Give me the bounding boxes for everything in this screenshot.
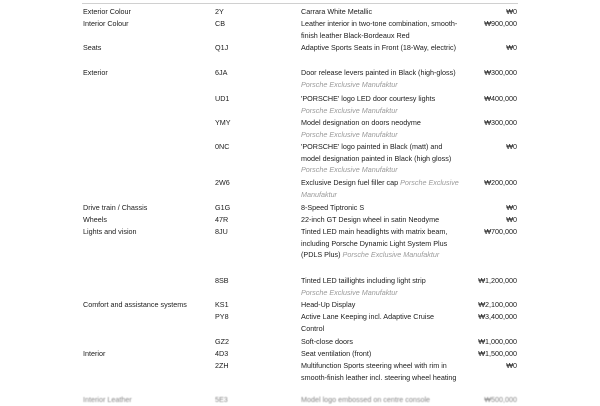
- manufaktur-note: Porsche Exclusive Manufaktur: [301, 129, 398, 139]
- category-label: Interior: [83, 349, 106, 358]
- option-price: ₩1,000,000: [478, 337, 517, 346]
- option-price: ₩0: [506, 361, 517, 370]
- manufaktur-note: Porsche Exclusive Manufaktur: [301, 79, 398, 89]
- option-description: [301, 141, 459, 176]
- option-code: 2W6: [215, 178, 230, 187]
- option-price: ₩1,500,000: [478, 349, 517, 358]
- option-price: ₩500,000: [484, 395, 517, 404]
- option-price: ₩2,100,000: [478, 300, 517, 309]
- option-code: 2ZH: [215, 361, 229, 370]
- option-code: PY8: [215, 312, 229, 321]
- category-label: Lights and vision: [83, 227, 137, 236]
- option-description: [301, 177, 459, 200]
- option-price: ₩300,000: [484, 68, 517, 77]
- option-price: ₩0: [506, 203, 517, 212]
- description-text: Door release levers painted in Black (high-gloss): [301, 68, 456, 77]
- option-description: [301, 42, 459, 54]
- option-code: 2Y: [215, 7, 224, 16]
- description-text: Model designation on doors neodyme: [301, 118, 421, 127]
- manufaktur-note: Porsche Exclusive Manufaktur: [301, 287, 398, 297]
- option-description: [301, 214, 459, 226]
- description-text: Carrara White Metallic: [301, 7, 373, 16]
- manufaktur-note: Porsche Exclusive Manufaktur: [342, 250, 440, 260]
- description-text: Head-Up Display: [301, 300, 356, 309]
- category-label: Exterior Colour: [83, 7, 131, 16]
- manufaktur-note: Porsche Exclusive Manufaktur: [301, 105, 398, 115]
- option-description: [301, 336, 459, 348]
- option-description: [301, 360, 459, 383]
- category-label: Drive train / Chassis: [83, 203, 148, 212]
- option-code: Q1J: [215, 43, 229, 52]
- option-code: 5E3: [215, 395, 228, 404]
- description-text: Soft-close doors: [301, 337, 353, 346]
- option-code: 6JA: [215, 68, 228, 77]
- option-code: 0NC: [215, 142, 230, 151]
- option-description: [301, 117, 459, 140]
- description-text: 8-Speed Tiptronic S: [301, 203, 365, 212]
- option-price: ₩200,000: [484, 178, 517, 187]
- option-code: 8SB: [215, 276, 229, 285]
- option-price: ₩700,000: [484, 227, 517, 236]
- description-text: Multifunction Sports steering wheel with rim in smooth-finish leather incl. steering wheel heating: [301, 361, 457, 382]
- option-description: [301, 93, 459, 116]
- description-text: Exclusive Design fuel filler cap: [301, 178, 399, 187]
- category-label: Interior Colour: [83, 19, 129, 28]
- category-label: Seats: [83, 43, 102, 52]
- option-description: [301, 18, 459, 41]
- option-price: ₩1,200,000: [478, 276, 517, 285]
- option-code: CB: [215, 19, 225, 28]
- option-price: ₩400,000: [484, 94, 517, 103]
- option-code: UD1: [215, 94, 230, 103]
- option-price: ₩0: [506, 215, 517, 224]
- option-code: G1G: [215, 203, 231, 212]
- option-price: ₩0: [506, 7, 517, 16]
- description-text: 22-inch GT Design wheel in satin Neodyme: [301, 215, 440, 224]
- category-label: Exterior: [83, 68, 108, 77]
- category-label: Comfort and assistance systems: [83, 300, 187, 309]
- option-description: [301, 299, 459, 311]
- option-description: [301, 226, 459, 261]
- description-text: Seat ventilation (front): [301, 349, 372, 358]
- description-text: 'PORSCHE' logo LED door courtesy lights: [301, 94, 436, 103]
- option-price: ₩3,400,000: [478, 312, 517, 321]
- option-description: [301, 348, 459, 360]
- description-text: Leather interior in two-tone combination, smooth-finish leather Black-Bordeaux Red: [301, 19, 458, 40]
- option-price: ₩300,000: [484, 118, 517, 127]
- option-code: YMY: [215, 118, 231, 127]
- option-description: [301, 311, 459, 334]
- description-text: 'PORSCHE' logo painted in Black (matt) and model designation painted in Black (high gloss): [301, 142, 452, 163]
- option-code: 47R: [215, 215, 229, 224]
- option-code: GZ2: [215, 337, 229, 346]
- option-description: [301, 202, 459, 214]
- option-description: [301, 6, 459, 18]
- description-text: Active Lane Keeping incl. Adaptive Cruise Control: [301, 312, 435, 333]
- category-label: Interior Leather: [83, 395, 132, 404]
- category-label: Wheels: [83, 215, 107, 224]
- description-text: Model logo embossed on centre console: [301, 395, 431, 404]
- option-description: [301, 67, 459, 90]
- manufaktur-note: Porsche Exclusive Manufaktur: [301, 178, 459, 199]
- description-text: Adaptive Sports Seats in Front (18-Way, electric): [301, 43, 456, 52]
- option-price: ₩0: [506, 142, 517, 151]
- option-price: ₩0: [506, 43, 517, 52]
- option-code: 4D3: [215, 349, 229, 358]
- option-price: ₩900,000: [484, 19, 517, 28]
- manufaktur-note: Porsche Exclusive Manufaktur: [301, 165, 398, 175]
- option-description: [301, 275, 459, 298]
- description-text: Tinted LED taillights including light strip: [301, 276, 426, 285]
- top-divider: [82, 3, 518, 4]
- option-code: KS1: [215, 300, 229, 309]
- description-text: Tinted LED main headlights with matrix beam, including Porsche Dynamic Light System Plus (PDLS Plus): [301, 227, 448, 260]
- option-code: 8JU: [215, 227, 228, 236]
